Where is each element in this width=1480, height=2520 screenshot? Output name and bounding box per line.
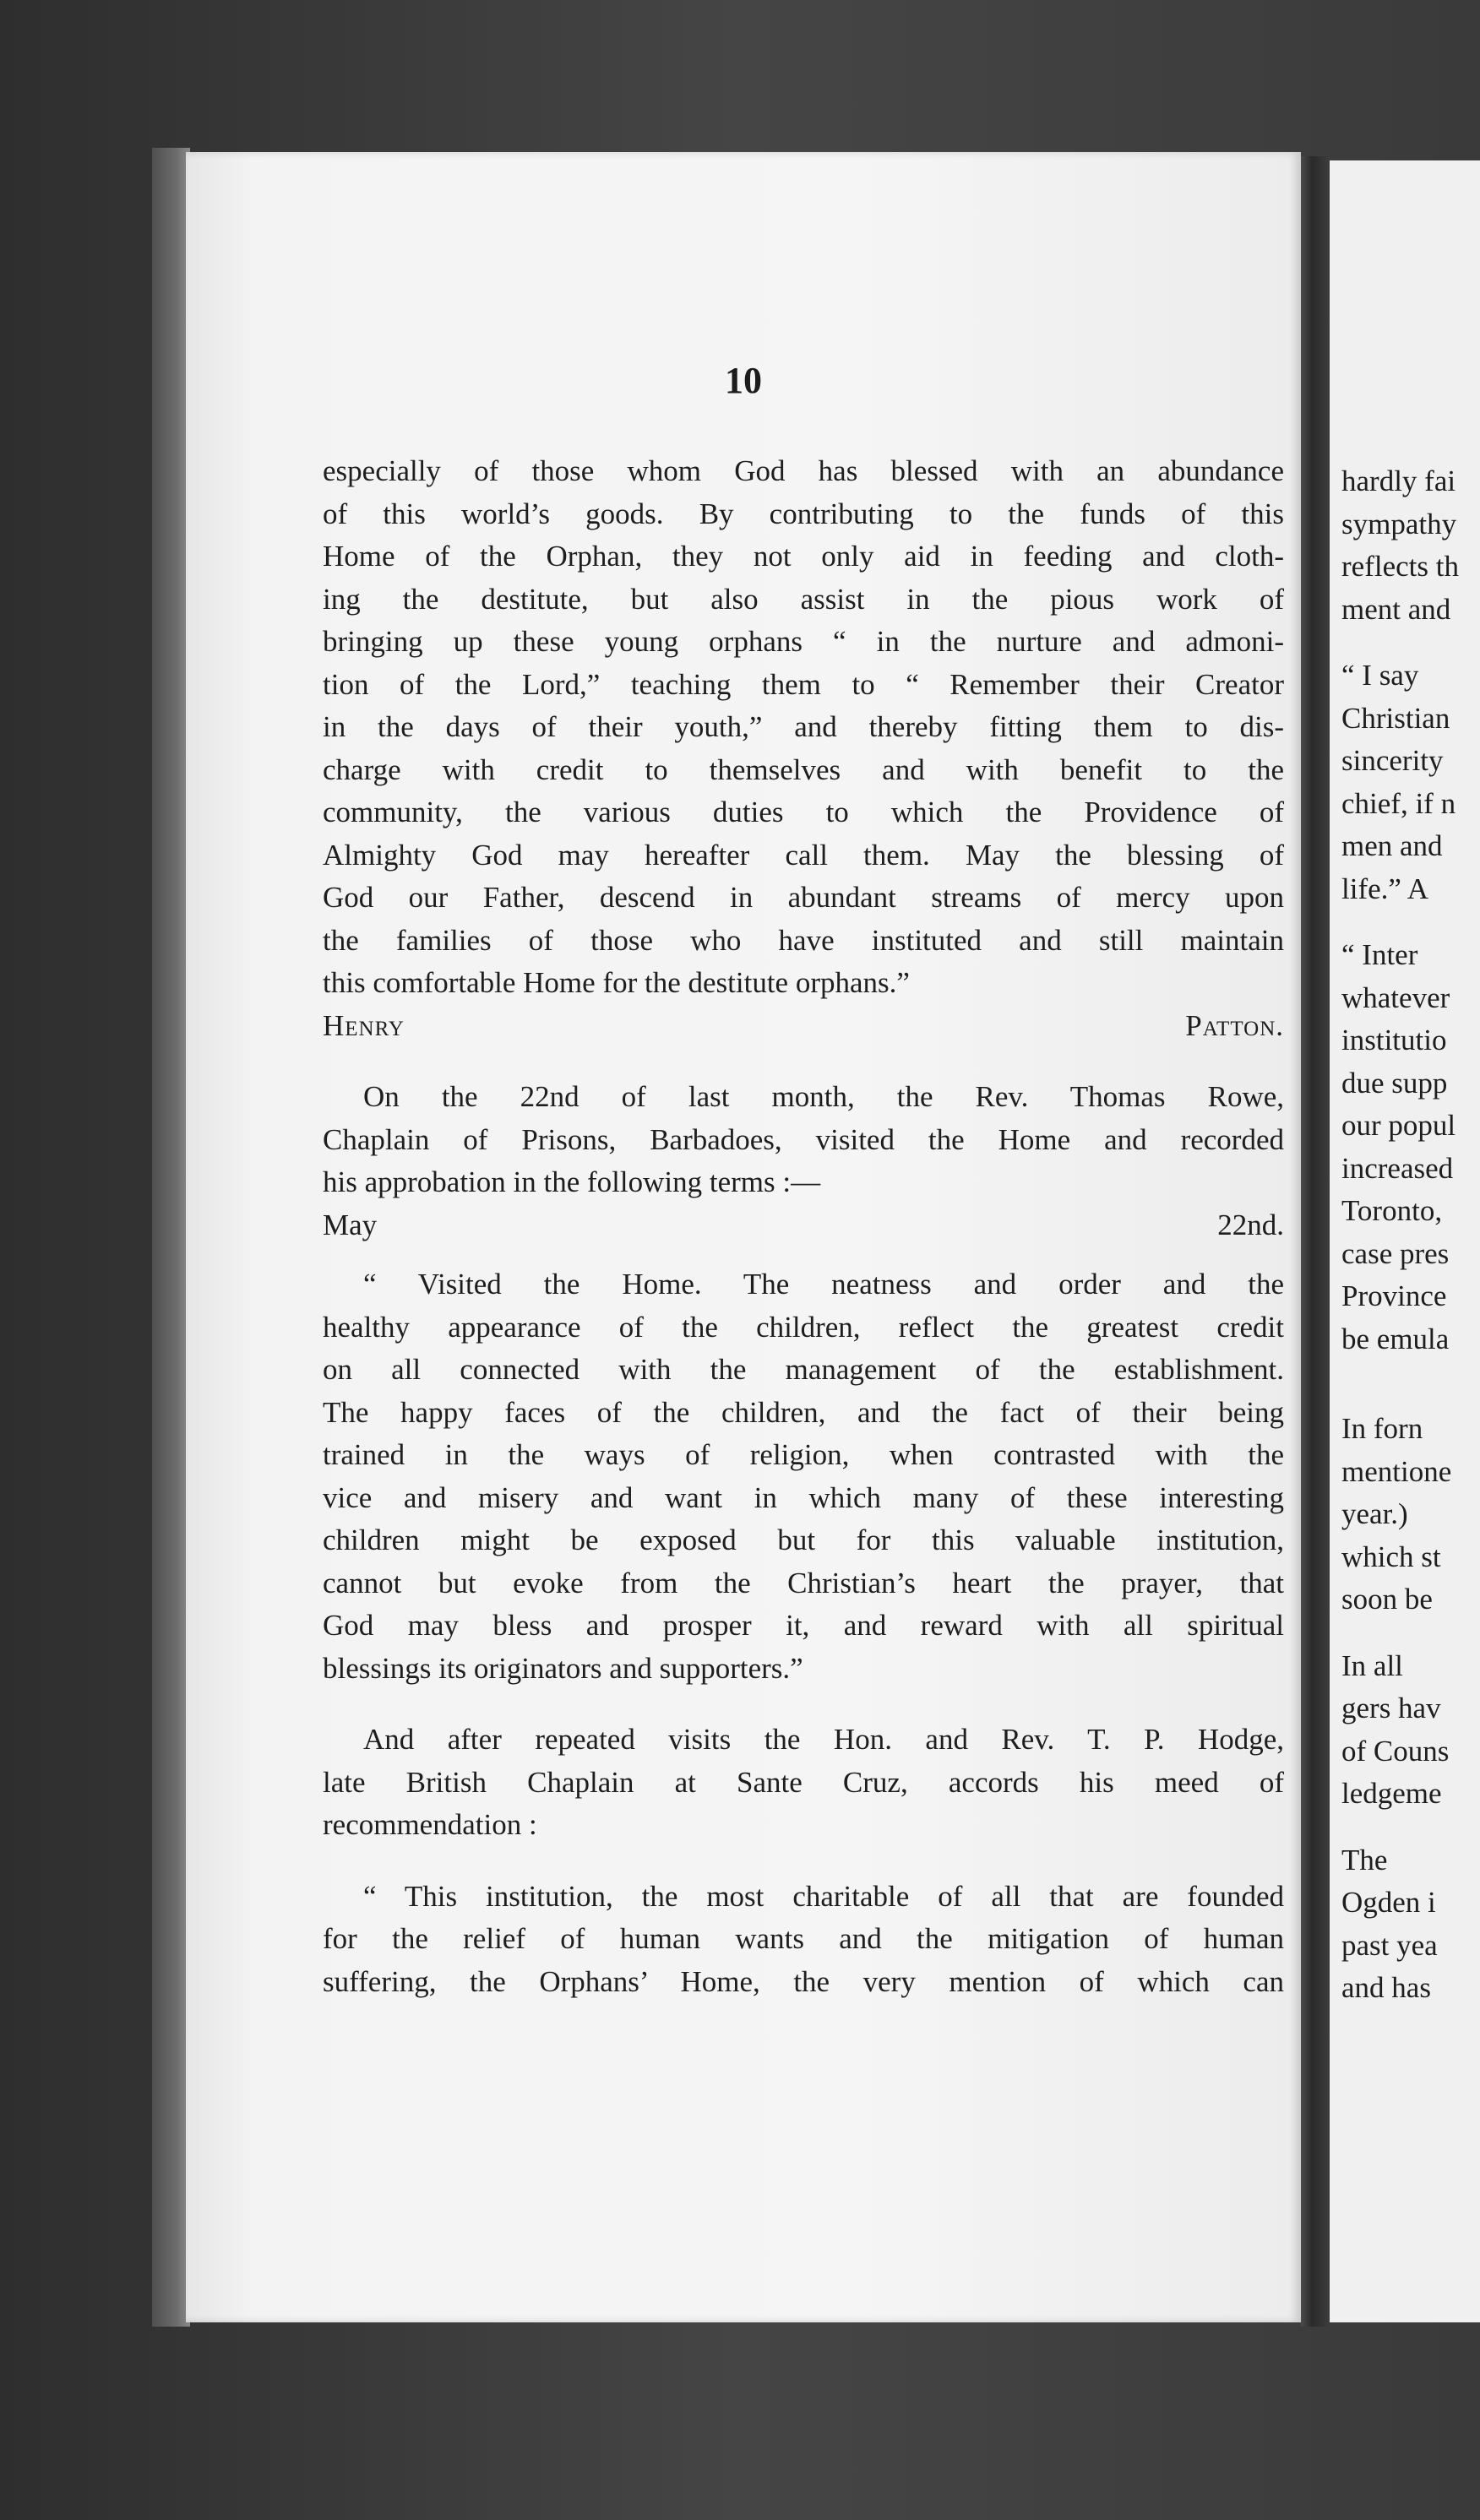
facing-text-line: which st	[1341, 1540, 1441, 1573]
book-gutter	[1301, 156, 1330, 2327]
facing-text-line: life.” A	[1341, 872, 1429, 905]
text-line: the families of those who have instituted and still maintain	[323, 923, 1284, 957]
text-line: The happy faces of the children, and the fact of their being	[323, 1395, 1284, 1429]
facing-line-gap	[1341, 631, 1480, 654]
facing-text-line: Ogden i	[1341, 1886, 1436, 1919]
facing-text-line: In all	[1341, 1648, 1403, 1682]
facing-text-line: “ Inter	[1341, 938, 1418, 971]
facing-text-line: mentione	[1341, 1454, 1452, 1488]
facing-text-line: Province	[1341, 1279, 1447, 1312]
text-line: suffering, the Orphans’ Home, the very mention of which can	[323, 1964, 1284, 1998]
spacer	[323, 1047, 1284, 1076]
text-line: community, the various duties to which the Providence of	[323, 796, 1284, 828]
facing-text-line: sympathy	[1341, 507, 1457, 540]
text-line: charge with credit to themselves and with benefit to the	[323, 752, 1284, 786]
facing-line-gap	[1341, 910, 1480, 934]
facing-text-line: sincerity	[1341, 744, 1444, 777]
paragraph-intro	[323, 450, 1284, 1005]
book-page	[186, 152, 1301, 2322]
facing-text-line: “ I say	[1341, 659, 1419, 692]
page-number: 10	[725, 360, 762, 401]
facing-text-line: of Couns	[1341, 1734, 1450, 1768]
facing-text-line: increased	[1341, 1151, 1454, 1185]
facing-text-line: men and	[1341, 829, 1443, 862]
text-line: healthy appearance of the children, reflect the greatest credit	[323, 1310, 1284, 1344]
text-line: tion of the Lord,” teaching them to “ Remember their Creator	[323, 667, 1284, 701]
text-line: Chaplain of Prisons, Barbadoes, visited the Home and recorded	[323, 1122, 1284, 1156]
facing-text-line: chief, if n	[1341, 786, 1456, 820]
facing-text-line: due supp	[1341, 1066, 1448, 1100]
text-line: God may bless and prosper it, and reward with all spiritual	[323, 1609, 1284, 1642]
book-left-edge	[152, 148, 190, 2327]
facing-text-line: reflects th	[1341, 550, 1459, 583]
quote-rowe	[323, 1263, 1284, 1690]
facing-text-line: past yea	[1341, 1928, 1438, 1962]
facing-line-gap	[1341, 1621, 1480, 1645]
text-line: Almighty God may hereafter call them. May the blessing of	[323, 838, 1284, 872]
text-line: ing the destitute, but also assist in the pious work of	[323, 582, 1284, 616]
facing-text-line: Toronto,	[1341, 1194, 1443, 1227]
text-line: On the 22nd of last month, the Rev. Thomas Rowe,	[363, 1080, 1284, 1113]
spacer	[323, 1690, 1284, 1719]
text-line: on all connected with the management of the establishment.	[323, 1353, 1284, 1386]
facing-text-line: gers hav	[1341, 1692, 1441, 1724]
text-line: bringing up these young orphans “ in the nurture and admoni-	[323, 625, 1284, 658]
facing-page-text	[1341, 460, 1480, 2010]
paragraph-rowe	[323, 1076, 1284, 1204]
text-line: God our Father, descend in abundant streams of mercy upon	[323, 881, 1284, 914]
facing-text-line: be emula	[1341, 1322, 1450, 1355]
facing-text-line: ment and	[1341, 592, 1451, 626]
text-line: in the days of their youth,” and thereby fitting them to dis-	[323, 710, 1284, 743]
facing-text-line: Christian	[1341, 701, 1450, 735]
text-line: for the relief of human wants and the mitigation of human	[323, 1922, 1284, 1955]
quote-date: May 22nd.	[323, 1208, 1284, 1241]
text-line: late British Chaplain at Sante Cruz, accords his meed of	[323, 1765, 1284, 1799]
facing-text-line: In forn	[1341, 1412, 1423, 1445]
spacer	[323, 1847, 1284, 1876]
text-line: recommendation :	[323, 1808, 537, 1841]
text-line: And after repeated visits the Hon. and Rev. T. P. Hodge,	[363, 1723, 1284, 1756]
text-line: children might be exposed but for this valuable institution,	[323, 1523, 1284, 1556]
facing-text-line: whatever	[1341, 980, 1450, 1014]
facing-text-line: institutio	[1341, 1024, 1447, 1056]
facing-text-line: soon be	[1341, 1583, 1433, 1616]
facing-page	[1330, 160, 1480, 2322]
facing-line-gap	[1341, 1816, 1480, 1839]
text-line: cannot but evoke from the Christian’s heart the prayer, that	[323, 1566, 1284, 1599]
page-body	[323, 450, 1284, 2003]
paragraph-hodge	[323, 1719, 1284, 1847]
text-line: Home of the Orphan, they not only aid in feeding and cloth-	[323, 540, 1284, 573]
text-line: “ Visited the Home. The neatness and order and the	[363, 1268, 1284, 1301]
facing-text-line: ledgeme	[1341, 1777, 1442, 1810]
text-line: this comfortable Home for the destitute orphans.”	[323, 966, 910, 999]
text-line: vice and misery and want in which many of these interesting	[323, 1480, 1284, 1514]
facing-text-line: year.)	[1341, 1497, 1408, 1530]
facing-line-gap	[1341, 1360, 1480, 1384]
text-line: blessings its originators and supporters.”	[323, 1651, 803, 1685]
text-line: “ This institution, the most charitable of all that are founded	[363, 1879, 1284, 1913]
quote-hodge	[323, 1876, 1284, 2004]
text-line: trained in the ways of religion, when contrasted with the	[323, 1438, 1284, 1471]
text-line: his approbation in the following terms :—	[323, 1165, 821, 1198]
facing-line-gap	[1341, 1384, 1480, 1408]
facing-text-line: and has	[1341, 1971, 1431, 2004]
text-line: of this world’s goods. By contributing to the funds of this	[323, 497, 1284, 530]
facing-text-line: our popul	[1341, 1109, 1456, 1142]
facing-text-line: case pres	[1341, 1236, 1450, 1270]
signature: Henry Patton.	[323, 1008, 1284, 1042]
facing-text-line: The	[1341, 1843, 1388, 1876]
facing-text-line: hardly fai	[1341, 464, 1456, 497]
text-line: especially of those whom God has blessed with an abundance	[323, 454, 1284, 487]
spacer	[323, 1246, 1284, 1263]
